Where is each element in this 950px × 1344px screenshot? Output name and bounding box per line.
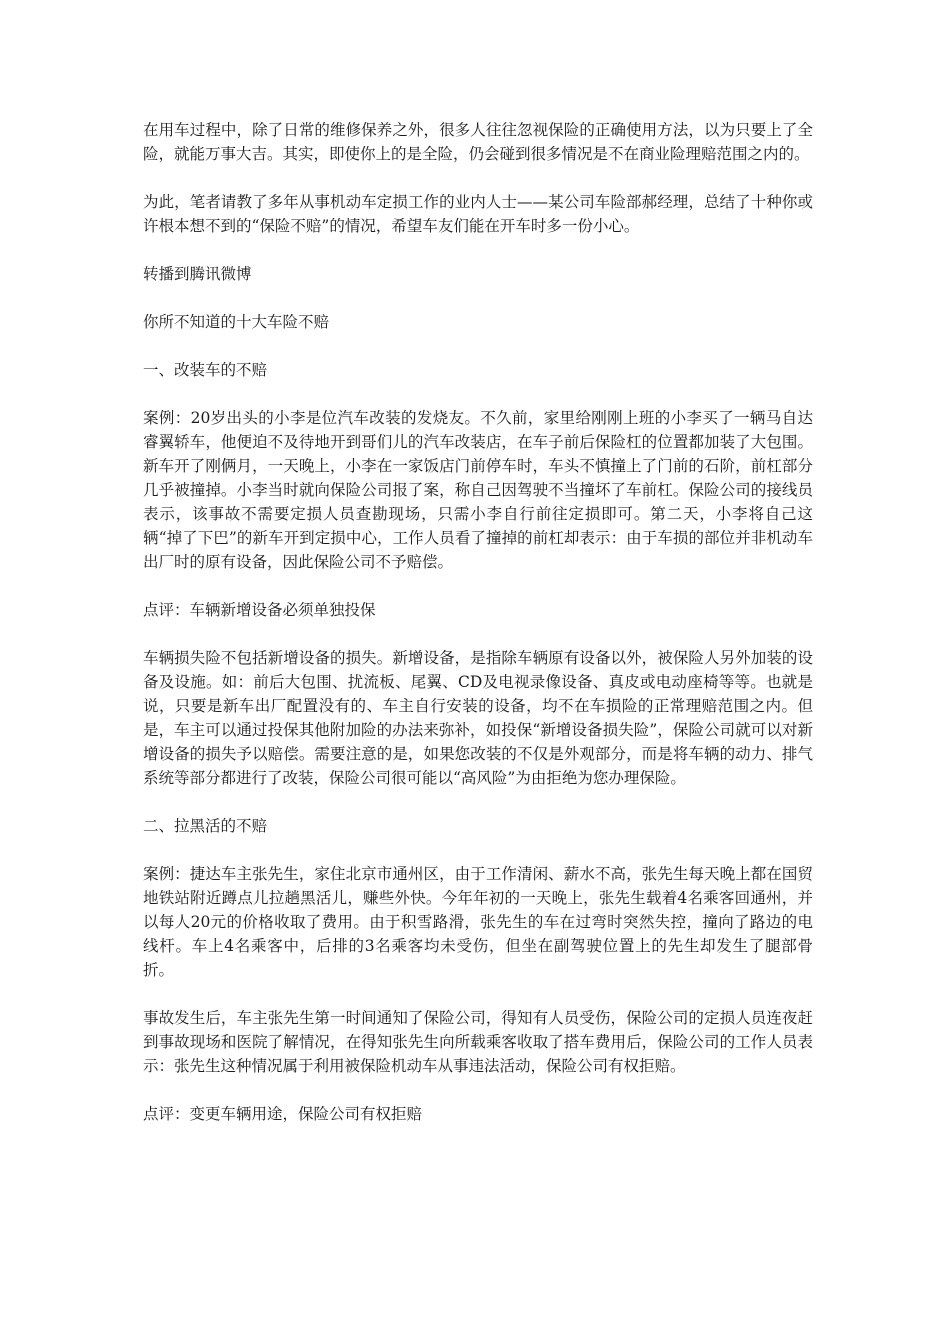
comment-heading-2: 点评：变更车辆用途，保险公司有权拒赔 (143, 1105, 423, 1123)
case-paragraph-2: 案例：捷达车主张先生，家住北京市通州区，由于工作清闲、薪水不高，张先生每天晚上都在国贸地铁站附近蹲点儿拉趟黑活儿，赚些外快。今年年初的一天晚上，张先生载着4名乘客回通州，并以每人20元的价格收取了费用。由于积雪路滑，张先生的车在过弯时突然失控，撞向了路边的电线杆。车上4名乘客中，后排的3名乘客均未受伤，但坐在副驾驶位置上的先生却发生了腿部骨折。 (143, 865, 813, 979)
article-heading: 你所不知道的十大车险不赔 (143, 313, 330, 331)
intro-paragraph: 在用车过程中，除了日常的维修保养之外，很多人往往忽视保险的正确使用方法，以为只要上了全险，就能万事大吉。其实，即使你上的是全险，仍会碰到很多情况是不在商业险理赔范围之内的。 (143, 121, 813, 163)
intro-paragraph-2: 为此，笔者请教了多年从事机动车定损工作的业内人士——某公司车险部郝经理，总结了十种你或许根本想不到的“保险不赔”的情况，希望车友们能在开车时多一份小心。 (143, 193, 813, 235)
case-paragraph-2b: 事故发生后，车主张先生第一时间通知了保险公司，得知有人员受伤，保险公司的定损人员连夜赶到事故现场和医院了解情况，在得知张先生向所载乘客收取了搭车费用后，保险公司的工作人员表示：张先生这种情况属于利用被保险机动车从事违法活动，保险公司有权拒赔。 (143, 1009, 813, 1075)
comment-paragraph-1: 车辆损失险不包括新增设备的损失。新增设备，是指除车辆原有设备以外，被保险人另外加装的设备及设施。如：前后大包围、扰流板、尾翼、CD及电视录像设备、真皮或电动座椅等等。也就是说，只要是新车出厂配置没有的、车主自行安装的设备，均不在车损险的正常理赔范围之内。但是，车主可以通过投保其他附加险的办法来弥补，如投保“新增设备损失险”，保险公司就可以对新增设备的损失予以赔偿。需要注意的是，如果您改装的不仅是外观部分，而是将车辆的动力、排气系统等部分都进行了改装，保险公司很可能以“高风险”为由拒绝为您办理保险。 (143, 649, 813, 787)
section-heading-1: 一、改装车的不赔 (143, 361, 268, 379)
section-heading-2: 二、拉黑活的不赔 (143, 817, 268, 835)
case-paragraph-1: 案例：20岁出头的小李是位汽车改装的发烧友。不久前，家里给刚刚上班的小李买了一辆马自达睿翼轿车，他便迫不及待地开到哥们儿的汽车改装店，在车子前后保险杠的位置都加装了大包围。新车开了刚俩月，一天晚上，小李在一家饭店门前停车时，车头不慎撞上了门前的石阶，前杠部分几乎被撞掉。小李当时就向保险公司报了案，称自己因驾驶不当撞坏了车前杠。保险公司的接线员表示，该事故不需要定损人员查勘现场，只需小李自行前往定损即可。第二天，小李将自己这辆“掉了下巴”的新车开到定损中心，工作人员看了撞掉的前杠却表示：由于车损的部位并非机动车出厂时的原有设备，因此保险公司不予赔偿。 (143, 409, 813, 571)
share-to-weibo-text: 转播到腾讯微博 (143, 265, 252, 283)
document-body (143, 118, 813, 1150)
comment-heading-1: 点评：车辆新增设备必须单独投保 (143, 601, 376, 619)
